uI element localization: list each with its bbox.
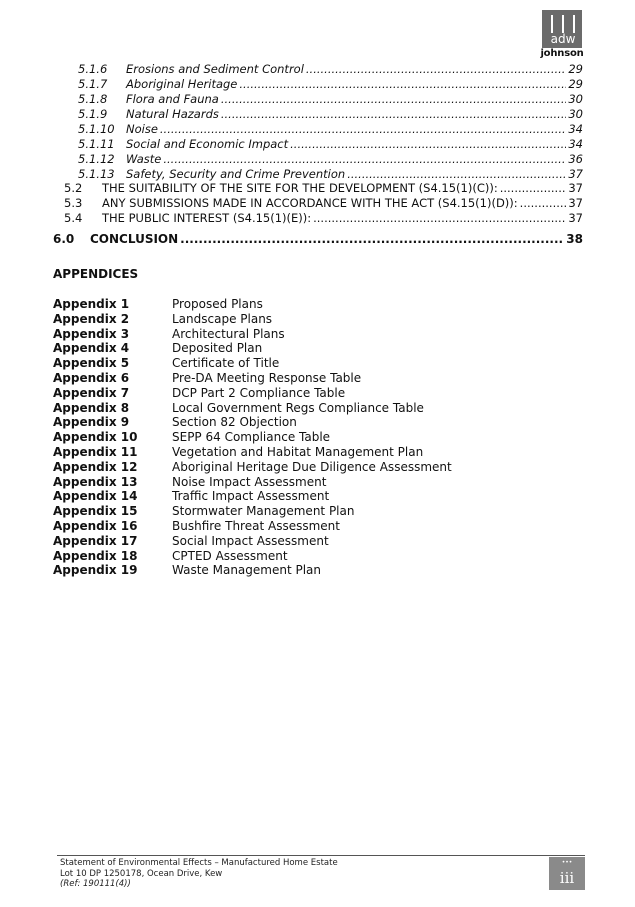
toc-page-number: 29 xyxy=(568,62,583,76)
toc-entry xyxy=(64,181,583,196)
toc-page-number: 34 xyxy=(568,137,583,151)
toc-entry xyxy=(78,152,583,167)
appendix-title: Traffic Impact Assessment xyxy=(172,489,330,504)
toc-title: ANY SUBMISSIONS MADE IN ACCORDANCE WITH THE ACT (S4.15(1)(D)): xyxy=(102,196,518,210)
appendix-item xyxy=(53,489,553,504)
toc-entry xyxy=(64,196,583,211)
appendix-title: Section 82 Objection xyxy=(172,415,297,430)
toc-leader-dots xyxy=(221,92,567,107)
appendix-title: Waste Management Plan xyxy=(172,563,321,578)
appendix-item xyxy=(53,327,553,342)
appendix-list xyxy=(53,297,553,578)
toc-entry xyxy=(53,232,583,247)
appendix-title: Local Government Regs Compliance Table xyxy=(172,400,424,415)
appendix-title: Stormwater Management Plan xyxy=(172,504,355,519)
appendix-item xyxy=(53,563,553,578)
appendix-title: Proposed Plans xyxy=(172,297,263,311)
toc-title: Noise xyxy=(126,122,158,136)
appendix-title: Vegetation and Habitat Management Plan xyxy=(172,444,424,459)
logo-letters: adw xyxy=(550,32,576,46)
toc-title: Erosions and Sediment Control xyxy=(126,62,304,76)
toc-page-number: 37 xyxy=(568,167,583,181)
appendix-item xyxy=(53,356,553,371)
appendix-label: Appendix 4 xyxy=(53,341,130,356)
toc-entry xyxy=(64,211,583,226)
toc-leader-dots xyxy=(347,167,566,182)
toc-entry xyxy=(78,92,583,107)
appendix-item xyxy=(53,549,553,564)
logo-name: johnson xyxy=(540,48,584,59)
page-number: iii xyxy=(559,869,575,887)
toc-number: 5.2 xyxy=(64,181,83,195)
footer-reference: (Ref: 190111(4)) xyxy=(60,879,131,889)
toc-number: 5.1.7 xyxy=(78,77,108,91)
appendix-title: Noise Impact Assessment xyxy=(172,474,327,489)
toc-number: 5.1.13 xyxy=(78,167,115,181)
footer xyxy=(60,858,338,890)
toc-page-number: 37 xyxy=(568,211,583,225)
appendix-label: Appendix 11 xyxy=(53,444,138,459)
toc-page-number: 30 xyxy=(568,107,583,121)
toc-number: 5.1.8 xyxy=(78,92,108,106)
appendix-label: Appendix 3 xyxy=(53,326,130,341)
toc-title: CONCLUSION xyxy=(90,232,179,246)
appendix-item xyxy=(53,386,553,401)
toc-title: Waste xyxy=(126,152,162,166)
appendix-item xyxy=(53,519,553,534)
toc-number: 5.3 xyxy=(64,196,83,210)
toc-title: Flora and Fauna xyxy=(126,92,219,106)
appendix-title: Pre-DA Meeting Response Table xyxy=(172,370,362,385)
toc-entry xyxy=(78,137,583,152)
appendix-label: Appendix 14 xyxy=(53,489,138,504)
toc-number: 5.1.9 xyxy=(78,107,108,121)
toc-page-number: 36 xyxy=(568,152,583,166)
toc-page-number: 30 xyxy=(568,92,583,106)
appendix-label: Appendix 9 xyxy=(53,415,130,430)
appendix-item xyxy=(53,460,553,475)
appendix-label: Appendix 18 xyxy=(53,548,138,563)
appendix-title: CPTED Assessment xyxy=(172,548,288,563)
logo-mark xyxy=(542,10,582,48)
toc-leader-dots xyxy=(221,107,566,122)
appendix-item xyxy=(53,297,553,312)
toc-title: Aboriginal Heritage xyxy=(126,77,238,91)
toc-entry xyxy=(78,167,583,182)
appendix-item xyxy=(53,534,553,549)
toc-leader-dots xyxy=(239,77,566,92)
toc-number: 5.1.6 xyxy=(78,62,108,76)
appendix-title: DCP Part 2 Compliance Table xyxy=(172,385,346,400)
appendix-item xyxy=(53,504,553,519)
footer-document-title: Statement of Environmental Effects – Manufactured Home Estate xyxy=(60,858,338,868)
toc-page-number: 29 xyxy=(568,77,583,91)
appendix-label: Appendix 17 xyxy=(53,533,138,548)
page-dots: ••• xyxy=(561,859,573,866)
toc-title: THE SUITABILITY OF THE SITE FOR THE DEVELOPMENT (S4.15(1)(C)): xyxy=(102,181,498,195)
toc-entry xyxy=(78,107,583,122)
toc-number: 6.0 xyxy=(53,232,75,246)
toc-number: 5.1.10 xyxy=(78,122,115,136)
appendix-title: Aboriginal Heritage Due Diligence Assessment xyxy=(172,459,452,474)
appendices-heading: APPENDICES xyxy=(53,267,139,281)
logo-bars xyxy=(549,15,577,33)
toc-entry xyxy=(78,62,583,77)
toc-page-number: 38 xyxy=(566,232,583,246)
toc-leader-dots xyxy=(180,232,564,247)
appendix-label: Appendix 6 xyxy=(53,370,130,385)
toc-leader-dots xyxy=(163,152,566,167)
appendix-label: Appendix 1 xyxy=(53,297,130,311)
appendix-item xyxy=(53,371,553,386)
appendix-title: Social Impact Assessment xyxy=(172,533,329,548)
toc-leader-dots xyxy=(313,211,566,226)
toc-title: Safety, Security and Crime Prevention xyxy=(126,167,346,181)
appendix-item xyxy=(53,415,553,430)
appendix-label: Appendix 13 xyxy=(53,474,138,489)
toc-title: THE PUBLIC INTEREST (S4.15(1)(E)): xyxy=(102,211,312,225)
footer-divider xyxy=(57,855,585,856)
appendix-title: Certificate of Title xyxy=(172,356,280,371)
toc-number: 5.1.11 xyxy=(78,137,115,151)
appendix-label: Appendix 5 xyxy=(53,356,130,371)
page-number-box xyxy=(549,857,585,890)
appendix-item xyxy=(53,445,553,460)
appendix-label: Appendix 8 xyxy=(53,400,130,415)
appendix-label: Appendix 12 xyxy=(53,459,138,474)
toc-number: 5.4 xyxy=(64,211,83,225)
toc-page-number: 37 xyxy=(568,196,583,210)
appendix-title: SEPP 64 Compliance Table xyxy=(172,430,331,445)
appendix-item xyxy=(53,430,553,445)
toc-title: Social and Economic Impact xyxy=(126,137,289,151)
appendix-item xyxy=(53,312,553,327)
appendix-title: Deposited Plan xyxy=(172,341,263,356)
toc-leader-dots xyxy=(306,62,566,77)
appendix-label: Appendix 7 xyxy=(53,385,130,400)
toc-title: Natural Hazards xyxy=(126,107,219,121)
appendix-title: Bushfire Threat Assessment xyxy=(172,518,340,533)
toc-page-number: 37 xyxy=(568,181,583,195)
appendix-item xyxy=(53,475,553,490)
appendix-label: Appendix 15 xyxy=(53,504,138,519)
appendix-title: Architectural Plans xyxy=(172,326,285,341)
toc-page-number: 34 xyxy=(568,122,583,136)
company-logo xyxy=(542,10,582,60)
appendix-label: Appendix 10 xyxy=(53,430,138,445)
toc-entry xyxy=(78,122,583,137)
appendix-label: Appendix 2 xyxy=(53,311,130,326)
appendix-label: Appendix 16 xyxy=(53,518,138,533)
toc-entry xyxy=(78,77,583,92)
toc-leader-dots xyxy=(290,137,566,152)
appendix-label: Appendix 19 xyxy=(53,563,138,578)
toc-leader-dots xyxy=(160,122,566,137)
toc-number: 5.1.12 xyxy=(78,152,115,166)
toc-leader-dots xyxy=(500,181,567,196)
appendix-item xyxy=(53,341,553,356)
appendix-item xyxy=(53,401,553,416)
toc-leader-dots xyxy=(520,196,567,211)
appendix-title: Landscape Plans xyxy=(172,311,273,326)
footer-site-address: Lot 10 DP 1250178, Ocean Drive, Kew xyxy=(60,868,223,879)
